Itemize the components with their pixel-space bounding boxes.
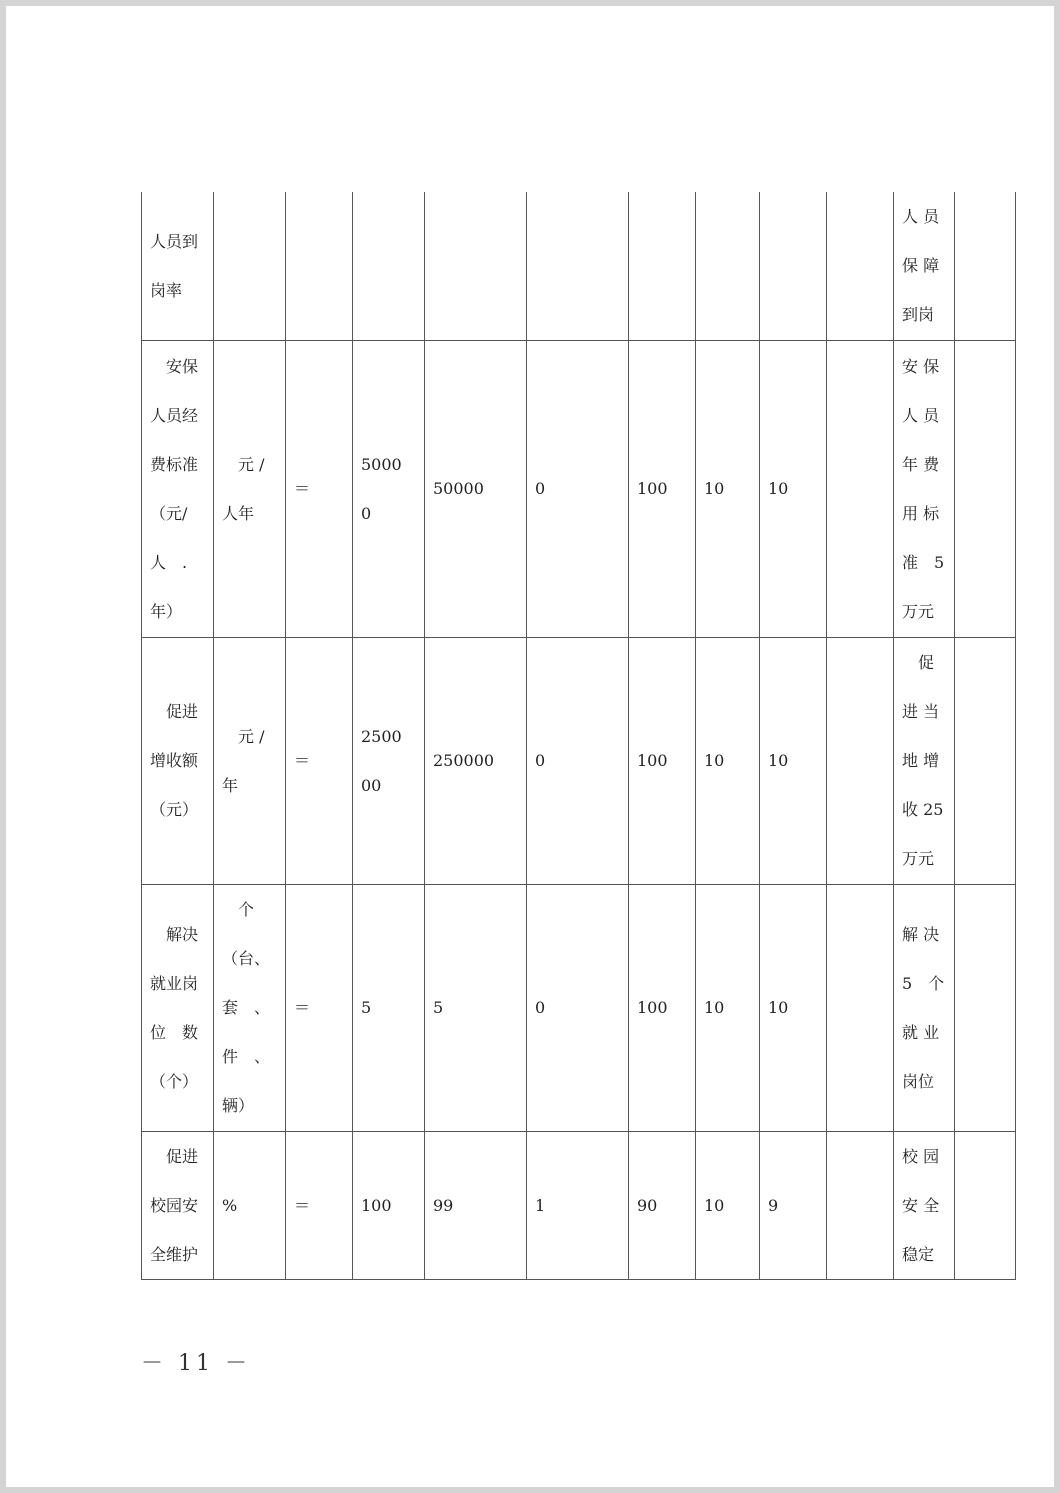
- indicator-name-cell: [142, 1131, 214, 1279]
- operator-cell: [286, 340, 353, 637]
- difference-cell: [527, 884, 629, 1131]
- target-value-cell-text: 5: [361, 998, 372, 1017]
- indicator-name-cell-text: 人员到 岗率: [150, 231, 199, 300]
- score-cell: [760, 340, 827, 637]
- indicator-name-cell-text: 安保 人员经 费标准 （元/ 人 . 年）: [150, 356, 199, 621]
- unit-cell-text: 元 / 年: [222, 726, 265, 795]
- table-row: [142, 1131, 1016, 1279]
- score-cell: [760, 637, 827, 884]
- operator-cell-text: ＝: [294, 751, 311, 770]
- completion-rate-cell-text: 100: [637, 479, 668, 498]
- reason-cell: [827, 884, 894, 1131]
- difference-cell: [527, 192, 629, 340]
- unit-cell-text: 个 （台、 套 、 件 、 辆）: [222, 900, 271, 1115]
- score-cell: [760, 192, 827, 340]
- note-cell-text: 人 员 保 障 到岗: [902, 207, 940, 325]
- unit-cell-text: 元 / 人年: [222, 454, 265, 523]
- indicator-name-cell: [142, 637, 214, 884]
- weight-cell: [696, 637, 760, 884]
- completion-rate-cell-text: 100: [637, 998, 668, 1017]
- operator-cell: [286, 884, 353, 1131]
- extra-cell: [955, 1131, 1016, 1279]
- completion-rate-cell-text: 100: [637, 751, 668, 770]
- table-row: [142, 637, 1016, 884]
- indicator-name-cell: [142, 192, 214, 340]
- difference-cell-text: 0: [535, 751, 546, 770]
- reason-cell: [827, 192, 894, 340]
- indicator-name-cell-text: 促进 增收额 （元）: [150, 702, 199, 819]
- target-value-cell: [353, 884, 425, 1131]
- weight-cell-text: 10: [704, 479, 725, 498]
- page-number: － 11 －: [141, 1351, 251, 1376]
- reason-cell: [827, 637, 894, 884]
- operator-cell: [286, 192, 353, 340]
- difference-cell: [527, 1131, 629, 1279]
- note-cell: [894, 637, 955, 884]
- completion-rate-cell: [629, 884, 696, 1131]
- actual-value-cell: [425, 192, 527, 340]
- unit-cell: [214, 340, 286, 637]
- table-row: [142, 192, 1016, 340]
- note-cell-text: 解 决 5 个 就 业 岗位: [902, 924, 945, 1091]
- note-cell-text: 校 园 安 全 稳定: [902, 1146, 940, 1264]
- indicator-name-cell-text: 促进 校园安 全维护: [150, 1146, 199, 1264]
- difference-cell: [527, 637, 629, 884]
- weight-cell: [696, 340, 760, 637]
- weight-cell-text: 10: [704, 998, 725, 1017]
- actual-value-cell: [425, 637, 527, 884]
- actual-value-cell-text: 50000: [433, 479, 484, 498]
- actual-value-cell: [425, 340, 527, 637]
- extra-cell: [955, 340, 1016, 637]
- extra-cell: [955, 884, 1016, 1131]
- operator-cell: [286, 1131, 353, 1279]
- target-value-cell-text: 2500 00: [361, 726, 402, 795]
- document-page: [6, 6, 1054, 1487]
- score-cell-text: 9: [768, 1195, 779, 1215]
- performance-table: [141, 192, 1016, 1280]
- completion-rate-cell-text: 90: [637, 1195, 658, 1215]
- operator-cell-text: ＝: [294, 1195, 311, 1215]
- target-value-cell: [353, 192, 425, 340]
- target-value-cell: [353, 1131, 425, 1279]
- actual-value-cell-text: 99: [433, 1195, 454, 1215]
- weight-cell-text: 10: [704, 751, 725, 770]
- weight-cell-text: 10: [704, 1195, 725, 1215]
- target-value-cell-text: 5000 0: [361, 454, 402, 523]
- difference-cell: [527, 340, 629, 637]
- completion-rate-cell: [629, 340, 696, 637]
- reason-cell: [827, 340, 894, 637]
- indicator-name-cell: [142, 884, 214, 1131]
- unit-cell: [214, 1131, 286, 1279]
- target-value-cell-text: 100: [361, 1195, 392, 1215]
- indicator-name-cell: [142, 340, 214, 637]
- note-cell: [894, 340, 955, 637]
- score-cell-text: 10: [768, 751, 789, 770]
- operator-cell-text: ＝: [294, 998, 311, 1017]
- weight-cell: [696, 1131, 760, 1279]
- actual-value-cell-text: 250000: [433, 751, 495, 770]
- actual-value-cell: [425, 884, 527, 1131]
- extra-cell: [955, 637, 1016, 884]
- score-cell-text: 10: [768, 998, 789, 1017]
- operator-cell: [286, 637, 353, 884]
- score-cell: [760, 1131, 827, 1279]
- weight-cell: [696, 192, 760, 340]
- note-cell-text: 促 进 当 地 增 收 25 万元: [902, 653, 944, 868]
- operator-cell-text: ＝: [294, 479, 311, 498]
- completion-rate-cell: [629, 192, 696, 340]
- weight-cell: [696, 884, 760, 1131]
- unit-cell-text: %: [222, 1195, 238, 1215]
- unit-cell: [214, 637, 286, 884]
- actual-value-cell: [425, 1131, 527, 1279]
- score-cell: [760, 884, 827, 1131]
- unit-cell: [214, 192, 286, 340]
- completion-rate-cell: [629, 1131, 696, 1279]
- difference-cell-text: 0: [535, 479, 546, 498]
- unit-cell: [214, 884, 286, 1131]
- extra-cell: [955, 192, 1016, 340]
- note-cell-text: 安 保 人 员 年 费 用 标 准 5 万元: [902, 356, 945, 621]
- reason-cell: [827, 1131, 894, 1279]
- actual-value-cell-text: 5: [433, 998, 444, 1017]
- score-cell-text: 10: [768, 479, 789, 498]
- note-cell: [894, 884, 955, 1131]
- table-row: [142, 340, 1016, 637]
- target-value-cell: [353, 340, 425, 637]
- table-row: [142, 884, 1016, 1131]
- indicator-name-cell-text: 解决 就业岗 位 数 （个）: [150, 924, 199, 1091]
- difference-cell-text: 1: [535, 1195, 546, 1215]
- note-cell: [894, 1131, 955, 1279]
- note-cell: [894, 192, 955, 340]
- difference-cell-text: 0: [535, 998, 546, 1017]
- target-value-cell: [353, 637, 425, 884]
- completion-rate-cell: [629, 637, 696, 884]
